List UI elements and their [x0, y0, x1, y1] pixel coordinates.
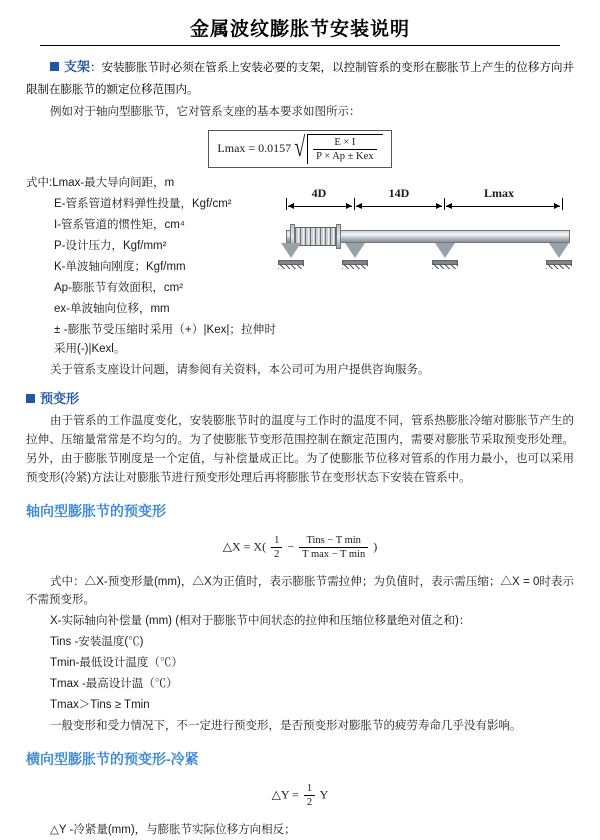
- axial-line-5: Tmax -最高设计温（℃）: [50, 678, 178, 691]
- axial-line-6: Tmax＞Tins ≥ Tmin: [50, 699, 150, 712]
- section-heading-bracket-label: 支架: [64, 59, 91, 74]
- formula-axial-half-den: 2: [274, 549, 280, 561]
- legend-line-5: K-单波轴向刚度；Kgf/mm: [54, 261, 186, 274]
- legend-line-8: ± -膨胀节受压缩时采用（+）|Kex|；拉伸时采用(-)|Kexl。: [54, 323, 276, 355]
- legend-and-diagram: [26, 174, 574, 359]
- diagram-arrow-4d: [288, 206, 352, 207]
- legend-line-4: P-设计压力，Kgf/mm²: [54, 240, 167, 253]
- legend-line-6: Ap-膨胀节有效面积，cm²: [54, 282, 184, 294]
- formula-axial-temp-num: Tins − T min: [299, 534, 368, 548]
- axial-line-1: 式中：△X-预变形量(mm)，△X为正值时，表示膨胀节需拉伸；为负值时，表示需压缩；△X = 0时表示不需预变形。: [26, 575, 574, 607]
- formula-legend: [26, 174, 276, 359]
- section-heading-bracket: [26, 56, 574, 100]
- support-guide-2-icon: [342, 243, 368, 265]
- axial-expansion-joint-support-diagram: [278, 184, 574, 272]
- formula-axial-half: [271, 534, 282, 561]
- axial-line-7: 一般变形和受力情况下，不一定进行预变形，是否预变形对膨胀节的疲劳寿命几乎没有影响。: [50, 720, 522, 733]
- formula-lateral-half: [304, 782, 315, 809]
- diagram-tick-4: [562, 198, 563, 210]
- flange-right-icon: [336, 224, 341, 249]
- axial-line-3: Tins -安装温度(℃): [50, 636, 144, 649]
- formula-lmax-numerator: E × I: [313, 136, 376, 150]
- page-title: 金属波纹膨胀节安装说明: [189, 19, 410, 40]
- formula-lmax: [208, 130, 391, 168]
- title-divider: [40, 45, 560, 46]
- formula-lmax-denominator: P × Ap ± Kex: [316, 151, 374, 163]
- diagram-tick-3: [444, 198, 445, 210]
- lateral-line-1: △Y -冷紧量(mm)，与膨胀节实际位移方向相反；: [50, 823, 296, 836]
- section-predeform-para1: 由于管系的工作温度变化，安装膨胀节时的温度与工作时的温度不同，管系热膨胀冷缩对膨胀节产生的拉伸、压缩量常常是不均匀的。为了使膨胀节变形范围控制在额定范围内，需要对膨胀节采取预变形处理。另外，由于膨胀节刚度是一个定值，与补偿量成正比。为了使膨胀节位移对管系的作用力最小，也可以采用预变形(冷紧)方法让对膨胀节进行预变形处理后再将膨胀节在变形状态下安装在管系中。: [26, 415, 574, 485]
- legend-closing-note: 关于管系支座设计问题，请参阅有关资料，本公司可为用户提供咨询服务。: [50, 363, 430, 376]
- formula-lmax-fraction: [313, 136, 376, 163]
- document-content: [0, 56, 600, 840]
- formula-axial-lhs: △X = X(: [222, 539, 267, 554]
- formula-axial-half-num: 1: [271, 534, 282, 548]
- subsection-heading-axial: 轴向型膨胀节的预变形: [26, 503, 166, 520]
- support-guide-3-icon: [432, 243, 458, 265]
- legend-line-2: E-管系管道材料弹性投量，Kgf/cm²: [54, 198, 232, 211]
- diagram-dimension-arrows: [278, 200, 574, 208]
- formula-axial-minus: −: [287, 539, 295, 554]
- axial-line-2: X-实际轴向补偿量 (mm) (相对于膨胀节中间状态的拉伸和压缩位移量绝对值之和)：: [50, 615, 471, 628]
- section-bracket-inline-text: ：安装膨胀节时必须在管系上安装必要的支架，以控制管系的变形在膨胀节上产生的位移方向并限制在膨胀节的额定位移范围内。: [26, 62, 574, 96]
- legend-line-3: I-管系管道的惯性矩，cm⁴: [54, 219, 185, 232]
- formula-lmax-container: [26, 130, 574, 168]
- diagram-pipe-assembly: [278, 210, 574, 272]
- diagram-label-14d: 14D: [388, 186, 410, 201]
- formula-axial: [215, 531, 385, 564]
- formula-lmax-lhs: Lmax = 0.0157: [217, 140, 292, 155]
- formula-lateral-lhs: △Y =: [271, 787, 299, 802]
- section-heading-predeform-label: 预变形: [40, 390, 80, 406]
- formula-lateral-rhs: Y: [319, 787, 329, 802]
- blue-square-bullet-icon-2: [26, 394, 35, 403]
- formula-axial-temp-den: T max − T min: [302, 549, 366, 561]
- diagram-label-4d: 4D: [311, 186, 327, 201]
- legend-line-7: ex-单波轴向位移，mm: [54, 302, 170, 315]
- formula-lateral-half-num: 1: [304, 782, 315, 796]
- formula-axial-temp-fraction: [299, 534, 368, 561]
- formula-axial-rhs: ): [373, 539, 378, 554]
- diagram-label-lmax: Lmax: [484, 186, 514, 201]
- diagram-dimension-labels: [278, 184, 574, 200]
- diagram-tick-1: [286, 198, 287, 210]
- diagram-tick-2: [354, 198, 355, 210]
- subsection-heading-lateral: 横向型膨胀节的预变形-冷紧: [26, 751, 199, 768]
- support-anchor-1-icon: [278, 243, 304, 265]
- axial-line-4: Tmin-最低设计温度（℃）: [50, 657, 183, 670]
- diagram-arrow-14d: [356, 206, 442, 207]
- section-heading-predeform: [26, 388, 574, 409]
- document-page: [0, 14, 600, 836]
- formula-lateral-half-den: 2: [306, 797, 313, 809]
- section-bracket-para1: 例如对于轴向型膨胀节，它对管系支座的基本要求如图所示：: [50, 105, 361, 118]
- blue-square-bullet-icon: [50, 62, 59, 71]
- diagram-arrow-lmax: [446, 206, 560, 207]
- support-anchor-4-icon: [546, 243, 572, 265]
- legend-line-1: 式中:Lmax-最大导向间距，m: [26, 177, 175, 190]
- sqrt-icon: √: [294, 132, 306, 164]
- formula-lateral: [264, 779, 337, 812]
- formula-axial-container: [26, 531, 574, 564]
- formula-lateral-container: [26, 779, 574, 812]
- formula-lmax-radicand: [307, 134, 382, 164]
